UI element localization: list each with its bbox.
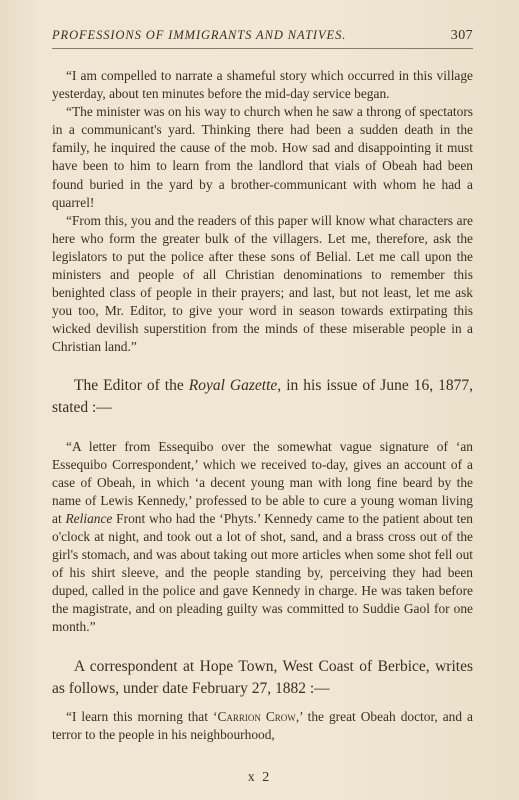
quote-paragraph: “The minister was on his way to church when he saw a throng of spectators in a communicant's yard. Thinking there had been a sudden death in the family, he inquired the cause of the mob. How sad and disappointing it must have been to him to learn from the landlord that vials of Obeah had been found buried in the yard by a brother-communicant with whom he had a quarrel! [52, 104, 473, 210]
quoted-letter [52, 67, 473, 357]
place-name: Reliance [65, 510, 113, 526]
signature-mark: x 2 [247, 770, 272, 785]
correspondent-intro-paragraph: A correspondent at Hope Town, West Coast of Berbice, writes as follows, under date February 27, 1882 :— [52, 657, 473, 697]
newspaper-title: Royal Gazette [188, 376, 278, 394]
editor-intro-paragraph: The Editor of the Royal Gazette, in his issue of June 16, 1877, stated :— [52, 376, 473, 416]
running-title: PROFESSIONS OF IMMIGRANTS AND NATIVES. [52, 28, 347, 42]
running-header [52, 28, 473, 49]
gazette-quote [52, 438, 473, 637]
quote-paragraph: “From this, you and the readers of this paper will know what characters are here who form the greater bulk of the villagers. Let me, therefore, ask the legislators to put the police after these sons of Belial. Let me call upon the ministers and people of all Christian denominations to remember this benighted class of people in their prayers; and last, but not least, let me ask you too, Mr. Editor, to give your word in season towards extirpating this wicked devilish superstition from the minds of these miserable people in a Christian land.” [52, 212, 473, 355]
quote-paragraph: “A letter from Essequibo over the somewhat vague signature of ‘an Essequibo Correspondent,’ which we received to-day, gives an account of a case of Obeah, in which ‘a decent young man with long fine beard by the name of Lewis Kennedy,’ professed to be able to cure a young woman living at Reliance Front who had the ‘Phyts.’ Kennedy came to the patient about ten o'clock at night, and took out a lot of shot, sand, and a brass cross out of the girl's stomach, and was about taking out more articles when some shot fell out of his shirt sleeve, and the people standing by, perceiving they had been duped, called in the police and gave Kennedy in charge. He was taken before the magistrate, and on pleading guilty was committed to Suddie Gaol for one month.” [52, 438, 474, 635]
page-number: 307 [450, 28, 473, 43]
quote-paragraph: “I learn this morning that ‘Carrion Crow,’ the great Obeah doctor, and a terror to the people in his neighbourhood, [52, 708, 473, 742]
correspondent-quote [52, 708, 473, 744]
quote-paragraph: “I am compelled to narrate a shameful story which occurred in this village yesterday, about ten minutes before the mid-day service began. [52, 68, 473, 102]
obeah-doctor-name: Carrion Crow [217, 708, 296, 724]
